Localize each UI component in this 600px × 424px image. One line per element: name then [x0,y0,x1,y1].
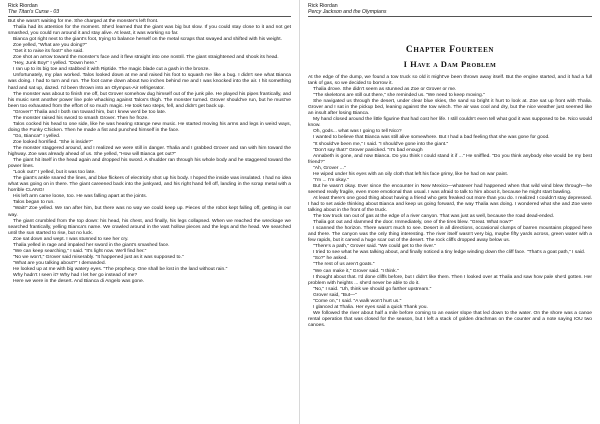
left-paragraph: "We can keep searching," I said. "It's light now. We'll find her." [13,248,147,254]
left-paragraph: Zoe sat down and wept. I was stunned to see her cry. [13,236,129,242]
left-paragraph: I ran up to its big toe and stabbed it with Riptide. The magic blade cut a gash in the bronze. [13,67,210,73]
right-paragraph: I scanned the horizon. There wasn't much to see. Desert in all directions, occasional clumps of barren mountains plopped here and there. The canyon was the only thing interesting. The river itself wasn't very big, maybe fifty yards across, green water with a few rapids, but it carved a huge scar out of the desert. The rock cliffs dropped away below us. [308,226,592,244]
right-page-body [308,75,592,329]
left-paragraph: Thalia yelled in rage and impaled her sword in the giant's smashed face. [13,242,170,248]
left-paragraph: He looked up at me with big watery eyes. "The prophecy. One shall be lost in the land without rain." [13,266,228,272]
right-header-author: Rick Riordan [308,3,338,9]
left-page-header [8,3,291,15]
right-paragraph: "Don't say that!" Grover panicked. "It's bad enough [313,147,423,153]
right-paragraph: He wiped under his eyes with an oily cloth that left his face grimy, like he had on war paint. [313,171,509,177]
right-paragraph: "We can make it," Grover said. "I think." [313,268,399,274]
left-paragraph: Talos began to run. [13,200,55,206]
right-page [300,0,600,424]
right-paragraph: "No," I said. "Uh, think we should go farther upstream." [313,286,432,292]
right-page-header [308,3,592,15]
left-paragraph: Unfortunately, my plan worked. Talos looked down at me and raised his foot to squash me like a bug. I didn't see what Bianca was doing. I had to turn and run. The foot came down about two inches behind me and I was knocked into the air. I hit something hard and sat up, dazed. I'd been thrown into an Olympus-Air refrigerator. [8,73,291,91]
left-page-body [8,19,291,285]
right-paragraph: I thought about that. I'd done cliffs before, but I didn't like them. Then I looked over at Thalia and saw how pale she'd gotten. Her problem with heights ... she'd never be able to do it. [308,274,592,286]
left-paragraph: The monster raised his sword to smash Grover. Then he froze. [13,115,149,121]
right-header-rule [308,16,592,17]
right-paragraph: "The skeletons are still out there," she reminded us. "We need to keep moving." [313,93,485,99]
right-paragraph: "Ah, Grover ..." [313,165,346,171]
left-paragraph: Zoe yelled, "What are you doing?" [13,43,87,49]
left-header-rule [8,16,291,17]
left-paragraph: "Look out!" I yelled, but it was too late. [13,170,96,176]
left-paragraph: "What are you talking about?" I demanded. [13,260,106,266]
left-paragraph: Zoe shot an arrow toward the monster's face and it flew straight into one nostril. The giant straightened and shook its head. [13,55,279,61]
right-paragraph: The tow truck ran out of gas at the edge of a river canyon. That was just as well, because the road dead-ended. [313,214,555,220]
left-paragraph: His left arm came loose, too. He was falling apart at the joints. [13,194,148,200]
left-header-book-title: The Titan's Curse - 03 [8,9,60,15]
right-paragraph: She navigated us through the desert, under clear blue skies, the sand so bright it hurt to look at. Zoe sat up front with Thalia. Grover and I sat in the pickup bed, leaning against the tow winch. The air was cool and dry, but the nice weather just seemed like an insult after losing Bianca. [308,99,592,117]
left-paragraph: Talos cocked his head to one side, like he was hearing strange new music. He started moving his arms and legs in weird ways, doing the Funky Chicken. Then he made a fist and punched himself in the face. [8,121,291,133]
left-paragraph: The monster was about to finish me off, but Grover somehow dug himself out of the junk pile. He played his pipes frantically, and his music sent another power line pole whacking against Talos's thigh. The monster turned. Grover should've run, but he must've been too exhausted from the effort of so much magic. He took two steps, fell, and didn't get back up. [8,91,291,109]
right-paragraph: At the edge of the dump, we found a tow truck so old it might've been thrown away itself. But the engine started, and it had a full tank of gas, so we decided to borrow it. [308,75,592,87]
left-paragraph: Here we were in the desert. And Bianca di Angelo was gone. [13,279,145,285]
right-paragraph: "I'm ... I'm okay." [313,177,349,183]
right-paragraph: I glanced at Thalia. Her eyes said a quick Thank you. [313,304,428,310]
right-paragraph: My hand closed around the little figurine that had cost her life. I still couldn't even tell what god it was supposed to be. Nico would know. [308,117,592,129]
left-paragraph: Zoe looked horrified. "She is inside?" [13,139,93,145]
right-paragraph: "There's a path," Grover said. "We could get to the river." [313,244,436,250]
left-paragraph: "Get it to raise its foot!" she said. [13,49,84,55]
left-paragraph: The giant crumbled from the top down: his head, his chest, and finally, his legs collapsed. When we reached the wreckage we searched frantically, yelling Bianca's name. We crawled around in the vast hollow pieces and the legs and the head. We searched until the sun started to rise, but no luck. [8,218,291,236]
left-paragraph: Thalia had its attention for the moment. She'd learned that the giant was big but slow. If you could stay close to it and not get smashed, you could run around it and stay alive. At least, it was working so far. [8,25,291,37]
right-paragraph: Oh, gods... what was I going to tell Nico? [313,129,402,135]
left-paragraph: "Hey, Junk Boy!" I yelled. "Down here." [13,61,98,67]
right-paragraph: Thalia got out and slammed the door. Immediately, one of the tires blew. "Great. What now?" [313,220,513,226]
left-paragraph: "Grover!" Thalia and I both ran toward him, but I knew we'd be too late. [13,109,167,115]
right-paragraph: I wanted to believe that Bianca was still alive somewhere. But I had a bad feeling that she was gone for good. [313,135,550,141]
left-paragraph: "Wait!" Zoe yelled. We ran after him, but there was no way we could keep up. Pieces of the robot kept falling off, getting in our way. [8,206,291,218]
left-paragraph: But she wasn't waiting for me. She charged at the monster's left front. [8,19,159,24]
left-header-author: Rick Riordan [8,3,38,9]
right-paragraph: "The rest of us aren't goats." [313,262,375,268]
right-paragraph: "Come on," I said. "A walk won't hurt us." [313,298,402,304]
right-paragraph: At least there's one good thing about having a friend who gets freaked out more than you do. I realized I couldn't stay depressed. I had to set aside thinking about Bianca and keep us going forward, the way Thalia was doing. I wondered what she and Zoe were talking about in the front of the truck. [308,195,592,214]
right-paragraph: Annabeth is gone, and now Bianca. Do you think I could stand it if ..." He sniffled. "Do you think anybody else would be my best friend?" [308,153,592,165]
chapter-subtitle: I Have a Dam Problem [403,59,497,69]
left-paragraph: "Go, Bianca!" I yelled. [13,133,61,139]
right-paragraph: We followed the river about half a mile before coming to an easier slope that led down to the water. On the shore was a canoe rental operation that was closed for the season, but I left a stack of golden drachmas on the counter and a note saying IOU two canoes. [308,310,592,328]
right-paragraph: Thalia drove. She didn't seem as stunned as Zoe or Grover or me. [313,87,457,93]
left-paragraph: "No we won't," Grover said miserably. "It happened just as it was supposed to." [13,254,184,260]
right-paragraph: "So?" he asked. [313,256,348,262]
chapter-title: Chapter Fourteen [405,45,495,55]
left-paragraph: The monster staggered around, and I realized we were still in danger. Thalia and I grabbed Grover and ran with him toward the highway. Zoe was already ahead of us. She yelled, "How will Bianca get out?" [8,145,291,158]
right-paragraph: "It should've been me," I said. "I should've gone into the giant." [313,141,449,147]
left-paragraph: The giant's ankle snared the lines, and blue flickers of electricity shot up his body. I hoped the inside was insulated. I had no idea what was going on in there. The giant careened back into the junkyard, and his right hand fell off, landing in the scrap metal with a horrible CLANG! [8,176,291,194]
right-paragraph: I tried to see what he was talking about, and finally noticed a tiny ledge winding down the cliff face. "That's a goat path," I said. [313,250,586,256]
right-paragraph: But he wasn't okay. Ever since the encounter in New Mexico—whatever had happened when that wild wind blew through—he seemed really fragile, even more emotional than usual. I was afraid to talk to him about it, because he might start bawling. [308,183,592,195]
right-header-book-title: Percy Jackson and the Olympians [308,9,387,15]
left-paragraph: The giant hit itself in the head again and dropped his sword. A shudder ran through his whole body and he staggered toward the power lines. [8,158,291,170]
left-paragraph: Why hadn't I seen it? Why had I let her go instead of me? [13,272,138,278]
right-paragraph: Grover said, "But—" [313,292,357,298]
left-paragraph: Bianca got right next to the giant's foot, trying to balance herself on the metal scraps that swayed and shifted with his weight. [13,37,282,43]
